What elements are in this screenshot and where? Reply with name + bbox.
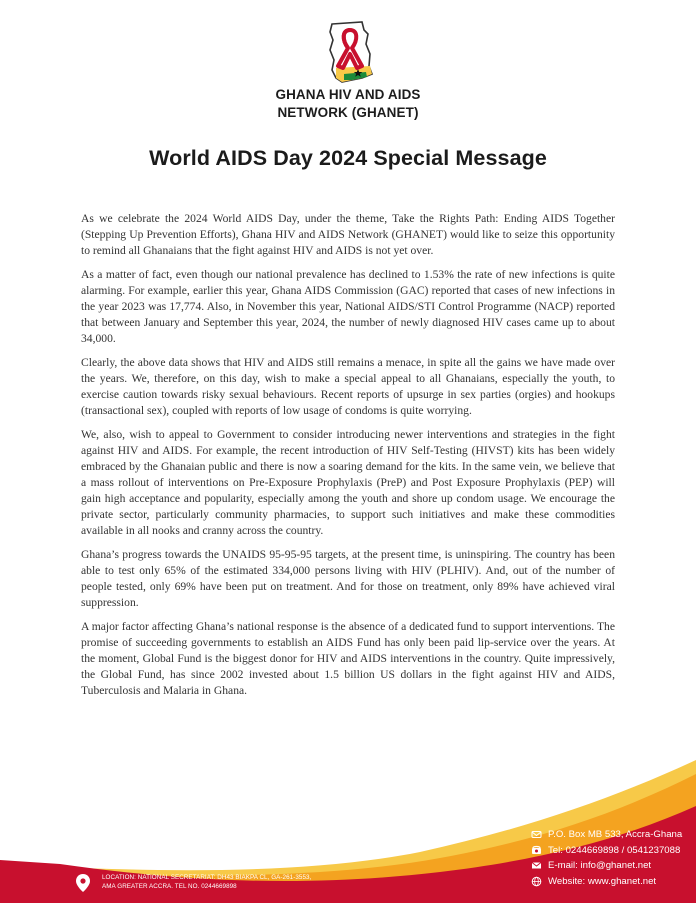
mail-box-icon [531,829,542,840]
email-icon [531,860,542,871]
location-line2: AMA GREATER ACCRA. TEL NO. 0244669898 [102,882,237,890]
contact-email-text[interactable]: E-mail: info@ghanet.net [548,860,652,872]
contact-po-box [531,827,696,843]
paragraph: Clearly, the above data shows that HIV and AIDS still remains a menace, in spite all the gains we have made over the years. We, therefore, on this day, wish to make a special appeal to all Ghanaians, especially the youth, to exercise caution towards risky sexual behaviours. Recent reports of upsurge in sex parties (orgies) and hookups (transactional sex), coupled with reports of low usage of condoms is quite worrying. [81,356,615,417]
contact-website-text[interactable]: Website: www.ghanet.net [548,875,657,887]
location-pin-icon [76,874,90,892]
contact-po-box-text: P.O. Box MB 533, Accra-Ghana [548,829,683,841]
ghana-map-red-ribbon-icon [322,16,378,86]
contact-email[interactable] [531,858,696,874]
message-body [81,211,615,707]
page-title: World AIDS Day 2024 Special Message [149,146,547,170]
globe-icon [531,876,542,887]
paragraph: A major factor affecting Ghana’s national response is the absence of a dedicated fund to support interventions. The promise of succeeding governments to establish an AIDS Fund has only been paid lip-service over the years. At the moment, Global Fund is the biggest donor for HIV and AIDS interventions in the country. Quite impressively, the Global Fund, has since 2002 invested about 1.5 billion US dollars in the fight against HIV and AIDS, Tuberculosis and Malaria in Ghana. [81,620,615,697]
contact-website[interactable] [531,874,696,890]
footer-contacts [531,827,696,889]
telephone-icon [531,845,542,856]
paragraph: We, also, wish to appeal to Government to consider introducing newer interventions and strategies in the fight against HIV and AIDS. For example, the recent introduction of HIV Self-Testing (HIVST) kits has been widely embraced by the Ghanaian public and there is now a soaring demand for the kits. In the same vein, we believe that a mass rollout of interventions on Pre-Exposure Prophylaxis (PreP) and Post Exposure Prophylaxis (PEP) will gain high acceptance and popularity, especially among the youth and shore up condom usage. We encourage the private sector, particularly community pharmacies, to support such initiatives and make these commodities available in all nooks and cranny across the country. [81,428,615,537]
org-name-line2: NETWORK (GHANET) [277,105,419,120]
footer-location [76,874,496,892]
paragraph: As a matter of fact, even though our national prevalence has declined to 1.53% the rate of new infections is quite alarming. For example, earlier this year, Ghana AIDS Commission (GAC) reported that cases of new infections in the year 2023 was 17,774. Also, in November this year, National AIDS/STI Control Programme (NACP) reported that between January and September this year, 2024, the number of newly diagnosed HIV cases came up to about 34,000. [81,268,615,345]
location-line1: LOCATION: NATIONAL SECRETARIAT: DH43 BIAKPA CL, GA-261-3553, [102,874,312,881]
contact-phone-text: Tel: 0244669898 / 0541237088 [548,844,681,856]
organization-name [0,86,696,122]
paragraph: As we celebrate the 2024 World AIDS Day, under the theme, Take the Rights Path: Ending AIDS Together (Stepping Up Prevention Efforts), Ghana HIV and AIDS Network (GHANET) would like to seize this opportunity to remind all Ghanaians that the fight against HIV and AIDS is not yet over. [81,212,615,257]
contact-phone [531,843,696,859]
paragraph: Ghana’s progress towards the UNAIDS 95-95-95 targets, at the present time, is uninspiring. The country has been able to test only 65% of the estimated 334,000 persons living with HIV (PLHIV). And, out of the number of people tested, only 69% have been put on treatment. And for those on treatment, only 89% have achieved viral suppression. [81,548,615,609]
org-name-line1: GHANA HIV AND AIDS [275,87,421,102]
